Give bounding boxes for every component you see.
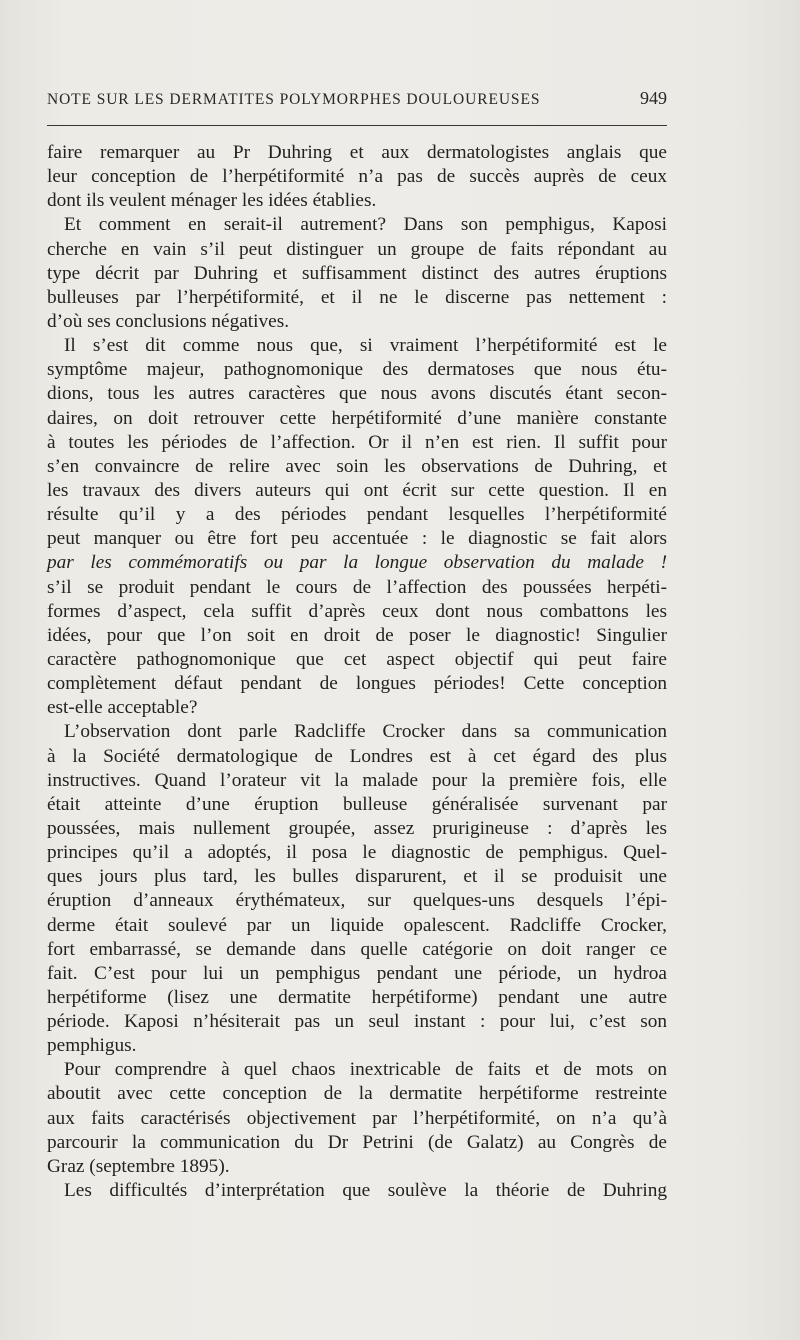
text-line: principes qu’il a adoptés, il posa le diagnostic de pemphigus. Quel- (47, 842, 667, 864)
text-line: leur conception de l’herpétiformité n’a pas de succès auprès de ceux (47, 166, 667, 188)
running-head (47, 88, 667, 114)
text-line: bulleuses par l’herpétiformité, et il ne le discerne pas nettement : (47, 286, 667, 308)
text-line: faire remarquer au Pr Duhring et aux dermatologistes anglais que (47, 142, 667, 163)
text-line: période. Kaposi n’hésiterait pas un seul instant : pour lui, c’est son (47, 1011, 667, 1033)
text-line: est-elle acceptable? (47, 697, 198, 719)
page-number: 949 (640, 88, 667, 108)
text-line: derme était soulevé par un liquide opalescent. Radcliffe Crocker, (47, 914, 667, 936)
text-line: aboutit avec cette conception de la dermatite herpétiforme restreinte (47, 1083, 667, 1105)
text-line: Graz (septembre 1895). (47, 1155, 230, 1177)
text-line: peut manquer ou être fort peu accentuée : le diagnostic se fait alors (47, 528, 667, 550)
text-line: ques jours plus tard, les bulles disparurent, et il se produisit une (47, 866, 667, 888)
text-line: symptôme majeur, pathognomonique des dermatoses que nous étu- (47, 359, 667, 381)
text-line: fort embarrassé, se demande dans quelle catégorie on doit ranger ce (47, 938, 667, 960)
text-line: idées, pour que l’on soit en droit de poser le diagnostic! Singulier (47, 624, 667, 646)
text-line: fait. C’est pour lui un pemphigus pendant une période, un hydroa (47, 962, 667, 984)
header-rule (47, 125, 667, 126)
text-line: à toutes les périodes de l’affection. Or il n’en est rien. Il suffit pour (47, 431, 667, 453)
running-title: NOTE SUR LES DERMATITES POLYMORPHES DOULOUREUSES (47, 91, 541, 108)
text-line: type décrit par Duhring et suffisamment distinct des autres éruptions (47, 262, 667, 284)
text-line: caractère pathognomonique que cet aspect objectif qui peut faire (47, 648, 667, 670)
text-line: Il s’est dit comme nous que, si vraiment l’herpétiformité est le (64, 335, 667, 357)
text-line: était atteinte d’une éruption bulleuse généralisée survenant par (47, 793, 667, 815)
text-line: formes d’aspect, cela suffit d’après ceux dont nous combattons les (47, 600, 667, 622)
text-line: à la Société dermatologique de Londres est à cet égard des plus (47, 745, 667, 767)
text-line-italic: par les commémoratifs ou par la longue observation du malade ! (47, 552, 667, 574)
text-line: s’il se produit pendant le cours de l’affection des poussées herpéti- (47, 576, 667, 598)
text-line: cherche en vain s’il peut distinguer un groupe de faits répondant au (47, 238, 667, 260)
text-line: Pour comprendre à quel chaos inextricable de faits et de mots on (64, 1059, 667, 1081)
text-line: s’en convaincre de relire avec soin les observations de Duhring, et (47, 455, 667, 477)
text-line: dions, tous les autres caractères que nous avons discutés étant secon- (47, 383, 667, 405)
text-line: Les difficultés d’interprétation que soulève la théorie de Duhring (64, 1180, 667, 1202)
text-line: L’observation dont parle Radcliffe Crocker dans sa communication (64, 721, 667, 743)
text-line: d’où ses conclusions négatives. (47, 310, 290, 332)
text-line: éruption d’anneaux érythémateux, sur quelques-uns desquels l’épi- (47, 890, 667, 912)
text-line: herpétiforme (lisez une dermatite herpétiforme) pendant une autre (47, 986, 667, 1008)
text-line: Et comment en serait-il autrement? Dans son pemphigus, Kaposi (64, 214, 667, 236)
text-line: daires, on doit retrouver cette herpétiformité d’une manière constante (47, 407, 667, 429)
text-line: pemphigus. (47, 1035, 137, 1057)
text-line: parcourir la communication du Dr Petrini (de Galatz) au Congrès de (47, 1131, 667, 1153)
text-line: aux faits caractérisés objectivement par l’herpétiformité, on n’a qu’à (47, 1107, 667, 1129)
text-line: poussées, mais nullement groupée, assez prurigineuse : d’après les (47, 817, 667, 839)
text-line: dont ils veulent ménager les idées établies. (47, 190, 377, 212)
text-line: instructives. Quand l’orateur vit la malade pour la première fois, elle (47, 769, 667, 791)
text-line: résulte qu’il y a des périodes pendant lesquelles l’herpétiformité (47, 504, 667, 526)
text-line: les travaux des divers auteurs qui ont écrit sur cette question. Il en (47, 479, 667, 501)
body-text (47, 141, 667, 1203)
text-line: complètement défaut pendant de longues périodes! Cette conception (47, 673, 667, 695)
